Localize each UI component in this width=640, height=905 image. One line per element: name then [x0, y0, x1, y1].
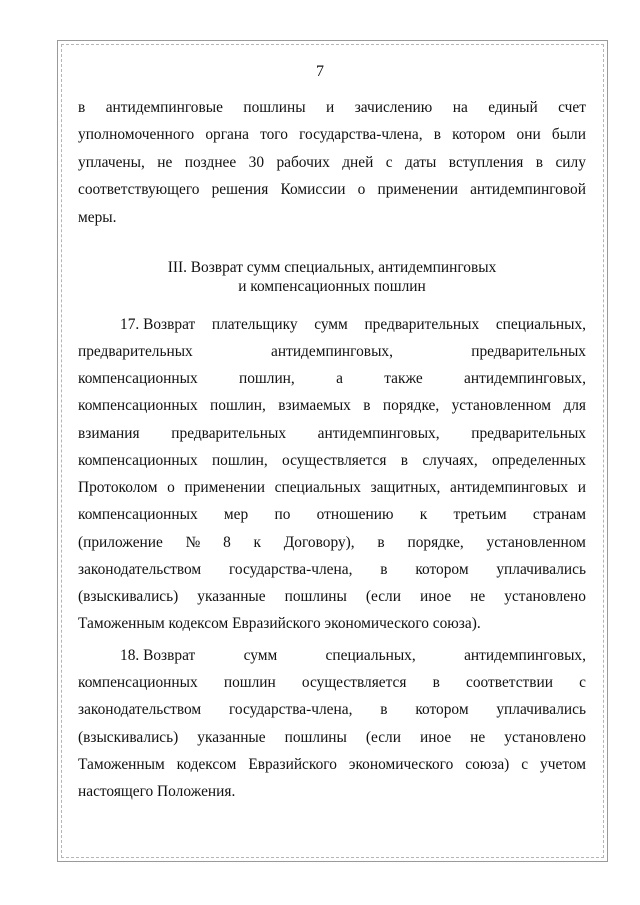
word: в [363, 397, 371, 414]
word: того [260, 126, 288, 143]
word: не [470, 588, 486, 605]
word: решения [211, 181, 269, 198]
word: пошлин, [210, 397, 266, 414]
word: в [380, 561, 388, 578]
word: органа [205, 126, 249, 143]
word: специальных, [325, 647, 416, 664]
text-line [78, 125, 586, 145]
word: указанные [197, 588, 266, 605]
word: установленном [451, 397, 551, 414]
word: предварительных [471, 425, 586, 442]
text-line [78, 700, 586, 720]
word: государства-члена, [299, 126, 423, 143]
word: были [551, 126, 586, 143]
word: с [579, 674, 586, 691]
word: компенсационных [78, 397, 198, 414]
word: (приложение [78, 534, 163, 551]
word: счет [558, 99, 586, 116]
word: уплачивались [496, 701, 586, 718]
word: взимания [78, 425, 140, 442]
word: компенсационных [78, 674, 198, 691]
word: а [336, 370, 343, 387]
word: в [377, 534, 385, 551]
word: иное [419, 588, 452, 605]
word: осуществляется [282, 452, 387, 469]
word: сумм [314, 316, 348, 333]
word: для [563, 397, 586, 414]
word: пошлины [284, 588, 347, 605]
word: союза) [465, 756, 510, 773]
word: соответствии [466, 674, 553, 691]
word: позднее [184, 154, 237, 171]
word: уплачены, [78, 154, 145, 171]
page-number: 7 [316, 63, 324, 80]
word: зачислению [354, 99, 433, 116]
word: котором [415, 561, 469, 578]
word: не [157, 154, 173, 171]
word: антидемпинговых [450, 479, 569, 496]
text-line [78, 673, 586, 693]
word: силу [555, 154, 586, 171]
text-line [78, 587, 586, 607]
word: дней [342, 154, 374, 171]
word: отношению [316, 506, 394, 523]
word: на [452, 99, 468, 116]
word: предварительных [171, 425, 287, 442]
word: антидемпинговые [105, 99, 223, 116]
text-line [78, 180, 586, 200]
word: антидемпинговых, [464, 370, 586, 387]
text-line [78, 478, 586, 498]
word: странам [532, 506, 586, 523]
word: применении [377, 181, 458, 198]
text-line [78, 451, 586, 471]
word: антидемпинговых, [464, 647, 586, 664]
word: специальных [274, 479, 361, 496]
word: 17. Возврат [120, 316, 196, 333]
word: сумм [243, 647, 278, 664]
text-line: настоящего Положения. [78, 783, 236, 800]
text-line [78, 342, 586, 362]
word: компенсационных [78, 452, 198, 469]
word: применении [184, 479, 265, 496]
word: к [253, 534, 262, 551]
text-line [78, 369, 586, 389]
word: специальных, [495, 316, 586, 333]
word: законодательством [78, 561, 202, 578]
word: пошлин, [211, 452, 268, 469]
word: с [521, 756, 529, 773]
word: № [185, 534, 201, 551]
word: (если [365, 729, 401, 746]
text-line [78, 646, 586, 666]
word: порядке, [407, 534, 464, 551]
word: к [419, 506, 428, 523]
word: не [470, 729, 486, 746]
word: компенсационных [78, 370, 198, 387]
word: уплачивались [496, 561, 586, 578]
word: Таможенным [78, 756, 165, 773]
text-line: меры. [78, 209, 117, 226]
word: вступления [448, 154, 524, 171]
text-line [78, 424, 586, 444]
word: пошлины [284, 729, 347, 746]
text-line [78, 98, 586, 118]
word: (взыскивались) [78, 588, 179, 605]
text-line [78, 315, 586, 335]
text-line [78, 728, 586, 748]
word: защитных, [370, 479, 441, 496]
word: пошлин, [238, 370, 295, 387]
text-line [78, 755, 586, 775]
word: взимаемых [278, 397, 351, 414]
word: предварительных [471, 343, 586, 360]
word: определенных [492, 452, 586, 469]
word: случаях, [422, 452, 478, 469]
text-line [78, 505, 586, 525]
word: в [400, 452, 409, 469]
word: уполномоченного [78, 126, 195, 143]
word: осуществляется [301, 674, 407, 691]
word: законодательством [78, 701, 202, 718]
word: 18. Возврат [120, 647, 196, 664]
word: кодексом [176, 756, 237, 773]
section-title: III. Возврат сумм специальных, антидемпинговых [167, 259, 497, 276]
word: антидемпинговой [470, 181, 586, 198]
word: с [385, 154, 393, 171]
word: иное [419, 729, 452, 746]
word: они [516, 126, 541, 143]
word: по [274, 506, 291, 523]
word: компенсационных [78, 506, 198, 523]
word: антидемпинговых, [271, 343, 393, 360]
word: пошлин [223, 674, 276, 691]
word: (взыскивались) [78, 729, 179, 746]
word: антидемпинговых, [317, 425, 440, 442]
section-title: и компенсационных пошлин [238, 278, 426, 295]
word: установлено [504, 729, 586, 746]
word: предварительных [78, 343, 193, 360]
word: установленном [486, 534, 586, 551]
word: пошлины [243, 99, 306, 116]
word: (если [365, 588, 401, 605]
text-line [78, 153, 586, 173]
word: в [433, 126, 441, 143]
word: Комиссии [280, 181, 346, 198]
word: мер [223, 506, 249, 523]
word: установлено [504, 588, 586, 605]
word: учетом [540, 756, 586, 773]
word: Евразийского [248, 756, 337, 773]
word: порядке, [382, 397, 440, 414]
word: 30 [248, 154, 265, 171]
word: государства-члена, [228, 561, 353, 578]
word: в [78, 99, 86, 116]
text-line: Таможенным кодексом Евразийского экономического союза). [78, 615, 481, 632]
word: соответствующего [78, 181, 200, 198]
word: о [167, 479, 175, 496]
word: указанные [197, 729, 266, 746]
word: Протоколом [78, 479, 158, 496]
text-line [78, 560, 586, 580]
word: котором [452, 126, 506, 143]
word: котором [415, 701, 469, 718]
word: единый [488, 99, 538, 116]
word: и [326, 99, 335, 116]
word: предварительных [364, 316, 480, 333]
word: также [384, 370, 423, 387]
word: экономического [348, 756, 454, 773]
text-line [78, 396, 586, 416]
word: плательщику [211, 316, 298, 333]
word: государства-члена, [228, 701, 353, 718]
text-line [78, 533, 586, 553]
word: Договору), [283, 534, 355, 551]
word: в [535, 154, 544, 171]
word: в [432, 674, 440, 691]
word: третьим [453, 506, 507, 523]
word: о [357, 181, 366, 198]
word: рабочих [276, 154, 330, 171]
word: в [380, 701, 388, 718]
word: даты [405, 154, 437, 171]
word: и [577, 479, 586, 496]
word: 8 [223, 534, 231, 551]
